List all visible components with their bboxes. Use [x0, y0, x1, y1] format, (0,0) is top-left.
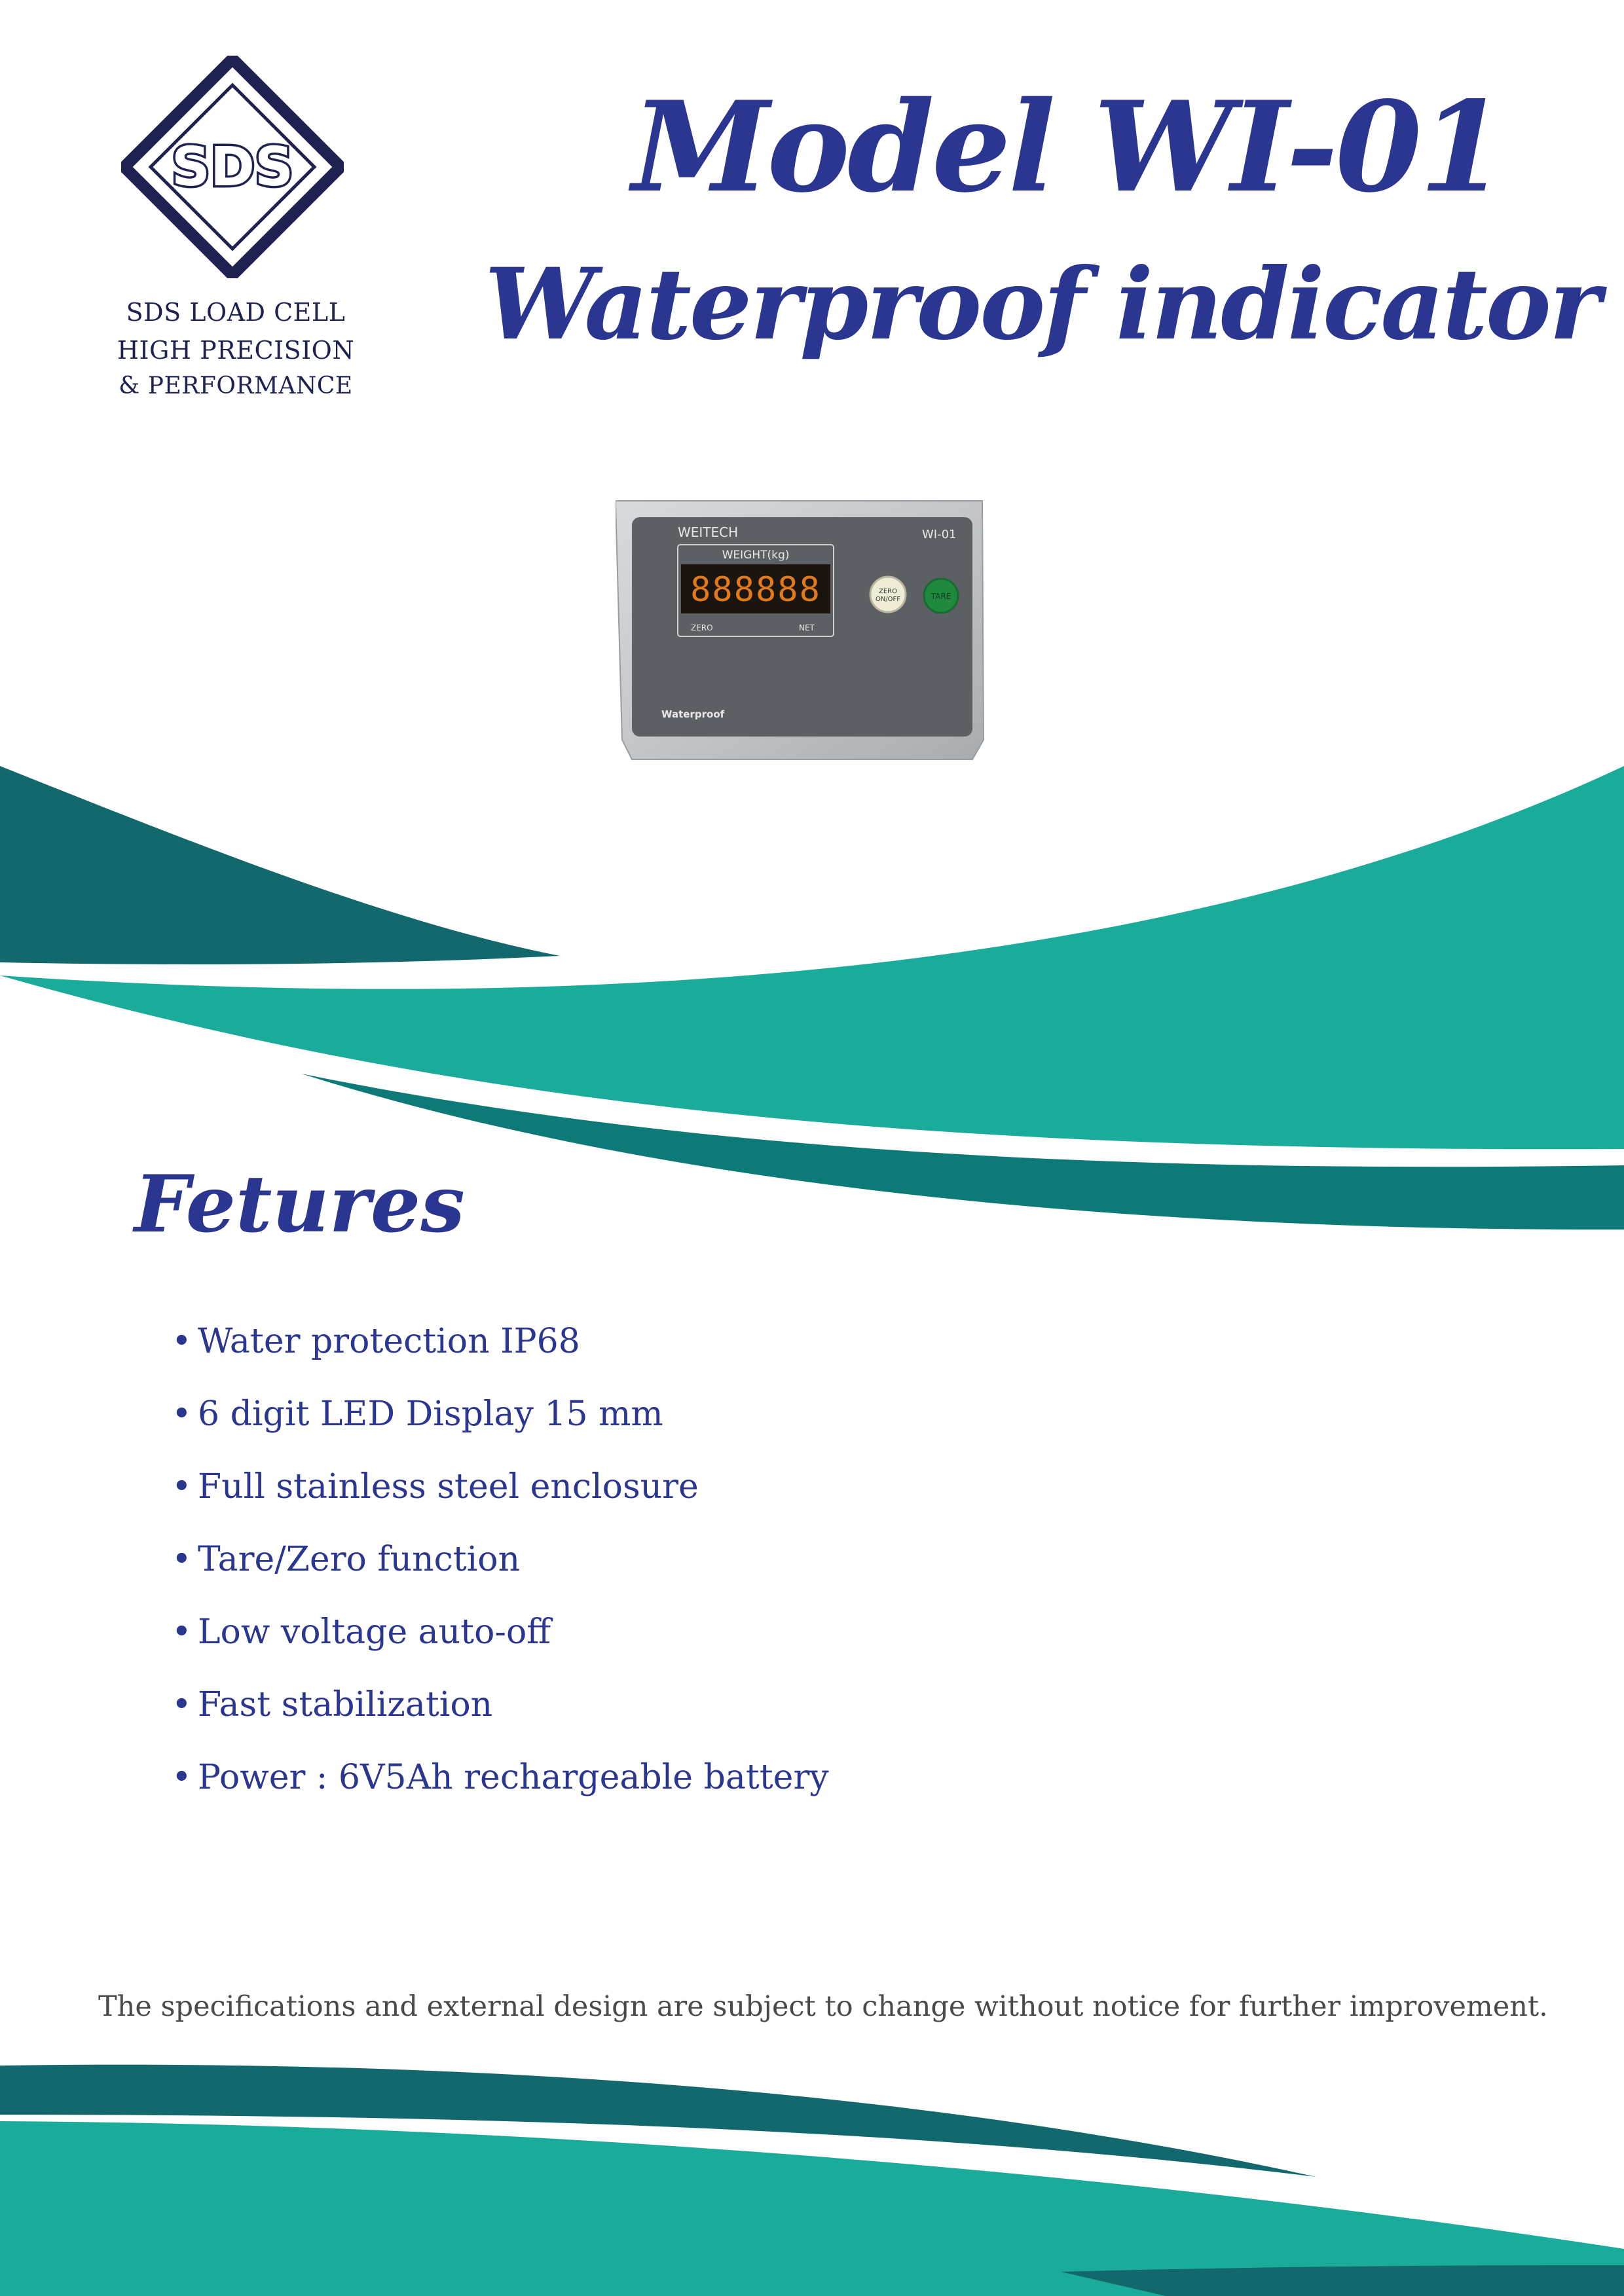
feature-item — [172, 1608, 829, 1681]
zero-button-label-2: ON/OFF — [875, 596, 901, 603]
bullet-icon: • — [172, 1322, 192, 1361]
decorative-wave-bottom — [0, 2049, 1624, 2296]
device-model: WI-01 — [922, 528, 957, 541]
feature-text: Water protection IP68 — [198, 1322, 580, 1361]
led-display-value: 888888 — [690, 570, 821, 610]
feature-item — [172, 1317, 829, 1390]
logo-tagline-2: HIGH PRECISION — [117, 336, 355, 365]
page-subtitle: Waterproof indicator — [485, 247, 1599, 362]
features-heading: Fetures — [134, 1158, 465, 1250]
bullet-icon: • — [172, 1613, 192, 1652]
tare-button-label: TARE — [931, 592, 951, 601]
device-footer-label: Waterproof — [661, 708, 725, 720]
feature-text: 6 digit LED Display 15 mm — [198, 1394, 663, 1434]
feature-text: Low voltage auto-off — [198, 1613, 551, 1652]
zero-button-label-1: ZERO — [879, 588, 897, 595]
logo-tagline-3: & PERFORMANCE — [119, 373, 353, 399]
bullet-icon: • — [172, 1467, 192, 1506]
feature-text: Full stainless steel enclosure — [198, 1467, 699, 1506]
sds-logo — [121, 56, 344, 278]
disclaimer-text: The specifications and external design are subject to change without notice for further improvement. — [98, 1990, 1548, 2023]
feature-item — [172, 1390, 829, 1463]
features-list — [172, 1317, 829, 1826]
logo-mark: SDS — [171, 136, 294, 198]
display-label: WEIGHT(kg) — [722, 549, 790, 562]
bullet-icon: • — [172, 1394, 192, 1434]
indicator-device-image — [616, 498, 986, 763]
feature-item — [172, 1535, 829, 1608]
feature-item — [172, 1463, 829, 1535]
indicator-zero-label: ZERO — [691, 623, 713, 632]
indicator-net-label: NET — [799, 623, 815, 632]
page-title: Model WI-01 — [632, 74, 1504, 220]
feature-text: Fast stabilization — [198, 1685, 493, 1724]
feature-text: Power : 6V5Ah rechargeable battery — [198, 1758, 829, 1797]
bullet-icon: • — [172, 1540, 192, 1579]
feature-text: Tare/Zero function — [198, 1540, 521, 1579]
device-brand: WEITECH — [678, 524, 739, 540]
logo-tagline-1: SDS LOAD CELL — [126, 298, 346, 327]
bullet-icon: • — [172, 1758, 192, 1797]
feature-item — [172, 1681, 829, 1753]
feature-item — [172, 1753, 829, 1826]
bullet-icon: • — [172, 1685, 192, 1724]
